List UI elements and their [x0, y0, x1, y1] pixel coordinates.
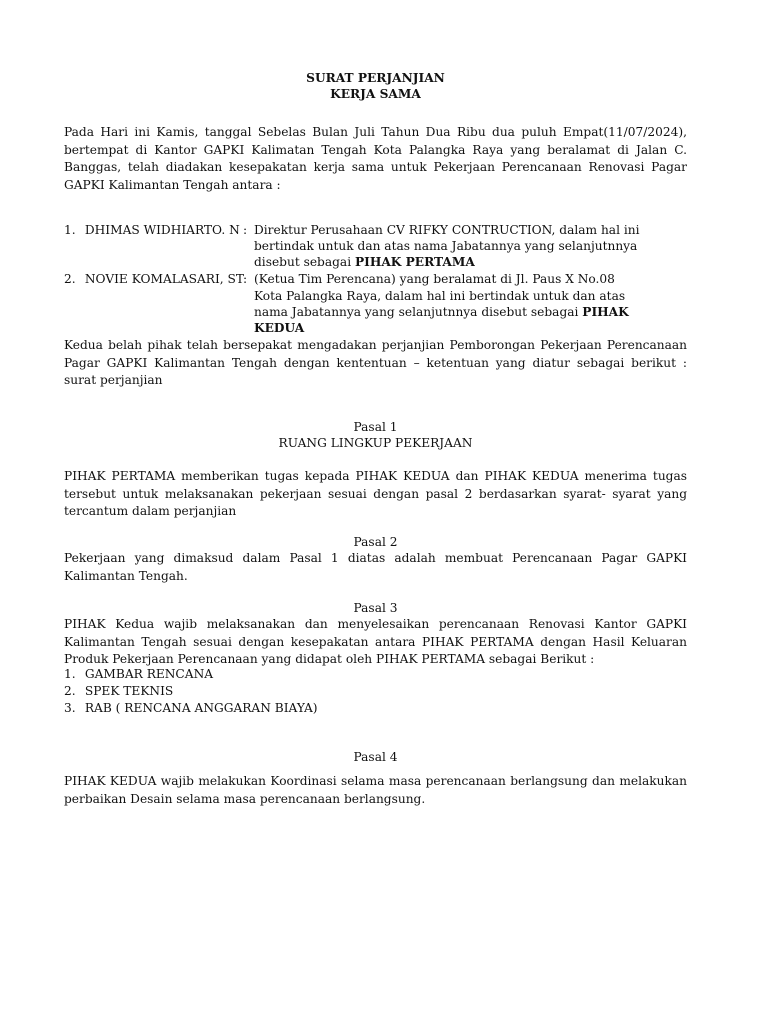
intro-paragraph: Pada Hari ini Kamis, tanggal Sebelas Bulan Juli Tahun Dua Ribu dua puluh Empat(11/07/2024), bertempat di Kantor GAPKI Kalimatan Tengah Kota Palangka Raya yang beralamat di Jalan C. Banggas, telah diadakan kesepakatan kerja sama untuk Pekerjaan Perencanaan Renovasi Pagar GAPKI Kalimantan Tengah antara :: [64, 125, 687, 192]
party-2-line3-prefix: nama Jabatannya yang selanjutnnya disebut sebagai: [254, 305, 579, 319]
agreement-paragraph: Kedua belah pihak telah bersepakat mengadakan perjanjian Pemborongan Pekerjaan Perencanaan Pagar GAPKI Kalimantan Tengah dengan kententuan – ketentuan yang diatur sebagai berikut : surat perjanjian: [64, 338, 687, 387]
list-item-number: 2.: [64, 684, 76, 698]
party-1-line2: bertindak untuk dan atas nama Jabatannya yang selanjutnnya: [254, 239, 638, 253]
pasal-3-paragraph: PIHAK Kedua wajib melaksanakan dan menyelesaikan perencanaan Renovasi Kantor GAPKI Kalimantan Tengah sesuai dengan kesepakatan antara PIHAK PERTAMA dengan Hasil Keluaran Produk Pekerjaan Perencanaan yang didapat oleh PIHAK PERTAMA sebagai Berikut :: [64, 617, 687, 666]
party-1-line1: Direktur Perusahaan CV RIFKY CONTRUCTION, dalam hal ini: [254, 223, 640, 237]
pasal-2-heading: Pasal 2: [353, 535, 398, 549]
list-item-text: RAB ( RENCANA ANGGARAN BIAYA): [84, 701, 318, 715]
list-item-number: 1.: [64, 667, 76, 681]
party-1-name: DHIMAS WIDHIARTO. N: [84, 223, 240, 237]
document-title-line2: KERJA SAMA: [330, 87, 421, 101]
party-1-line3: [254, 254, 475, 271]
party-1-number: 1.: [64, 223, 76, 237]
party-1-line3-prefix: disebut sebagai: [254, 255, 352, 269]
party-2-name: NOVIE KOMALASARI, ST: [84, 272, 245, 286]
pasal-1-heading: Pasal 1: [353, 420, 398, 434]
list-item-text: GAMBAR RENCANA: [84, 667, 214, 681]
list-item: [64, 666, 213, 683]
party-2-line2: Kota Palangka Raya, dalam hal ini bertindak untuk dan atas: [254, 289, 626, 303]
pasal-1-subheading: RUANG LINGKUP PEKERJAAN: [278, 436, 473, 450]
pasal-4-heading: Pasal 4: [353, 750, 398, 764]
pasal-2-paragraph: Pekerjaan yang dimaksud dalam Pasal 1 diatas adalah membuat Perencanaan Pagar GAPKI Kalimantan Tengah.: [64, 551, 687, 583]
party-2-row: [64, 271, 244, 288]
party-2-role-part1: PIHAK: [582, 305, 629, 319]
party-2-role-part2: KEDUA: [254, 321, 305, 335]
party-1-row: [64, 222, 240, 239]
party-1-role: PIHAK PERTAMA: [354, 255, 475, 269]
list-item-text: SPEK TEKNIS: [84, 684, 174, 698]
party-2-colon: :: [243, 272, 248, 286]
party-2-line3: [254, 304, 629, 321]
list-item-number: 3.: [64, 701, 76, 715]
pasal-3-heading: Pasal 3: [353, 601, 398, 615]
list-item: [64, 683, 173, 700]
party-2-number: 2.: [64, 272, 76, 286]
pasal-4-paragraph: PIHAK KEDUA wajib melakukan Koordinasi selama masa perencanaan berlangsung dan melakukan perbaikan Desain selama masa perencanaan berlangsung.: [64, 774, 687, 806]
document-title-line1: SURAT PERJANJIAN: [306, 71, 445, 85]
party-2-line1: (Ketua Tim Perencana) yang beralamat di Jl. Paus X No.08: [254, 272, 615, 286]
pasal-1-paragraph: PIHAK PERTAMA memberikan tugas kepada PIHAK KEDUA dan PIHAK KEDUA menerima tugas tersebut untuk melaksanakan pekerjaan sesuai dengan pasal 2 berdasarkan syarat- syarat yang tercantum dalam perjanjian: [64, 469, 687, 518]
party-1-colon: :: [243, 223, 248, 237]
list-item: [64, 700, 318, 717]
